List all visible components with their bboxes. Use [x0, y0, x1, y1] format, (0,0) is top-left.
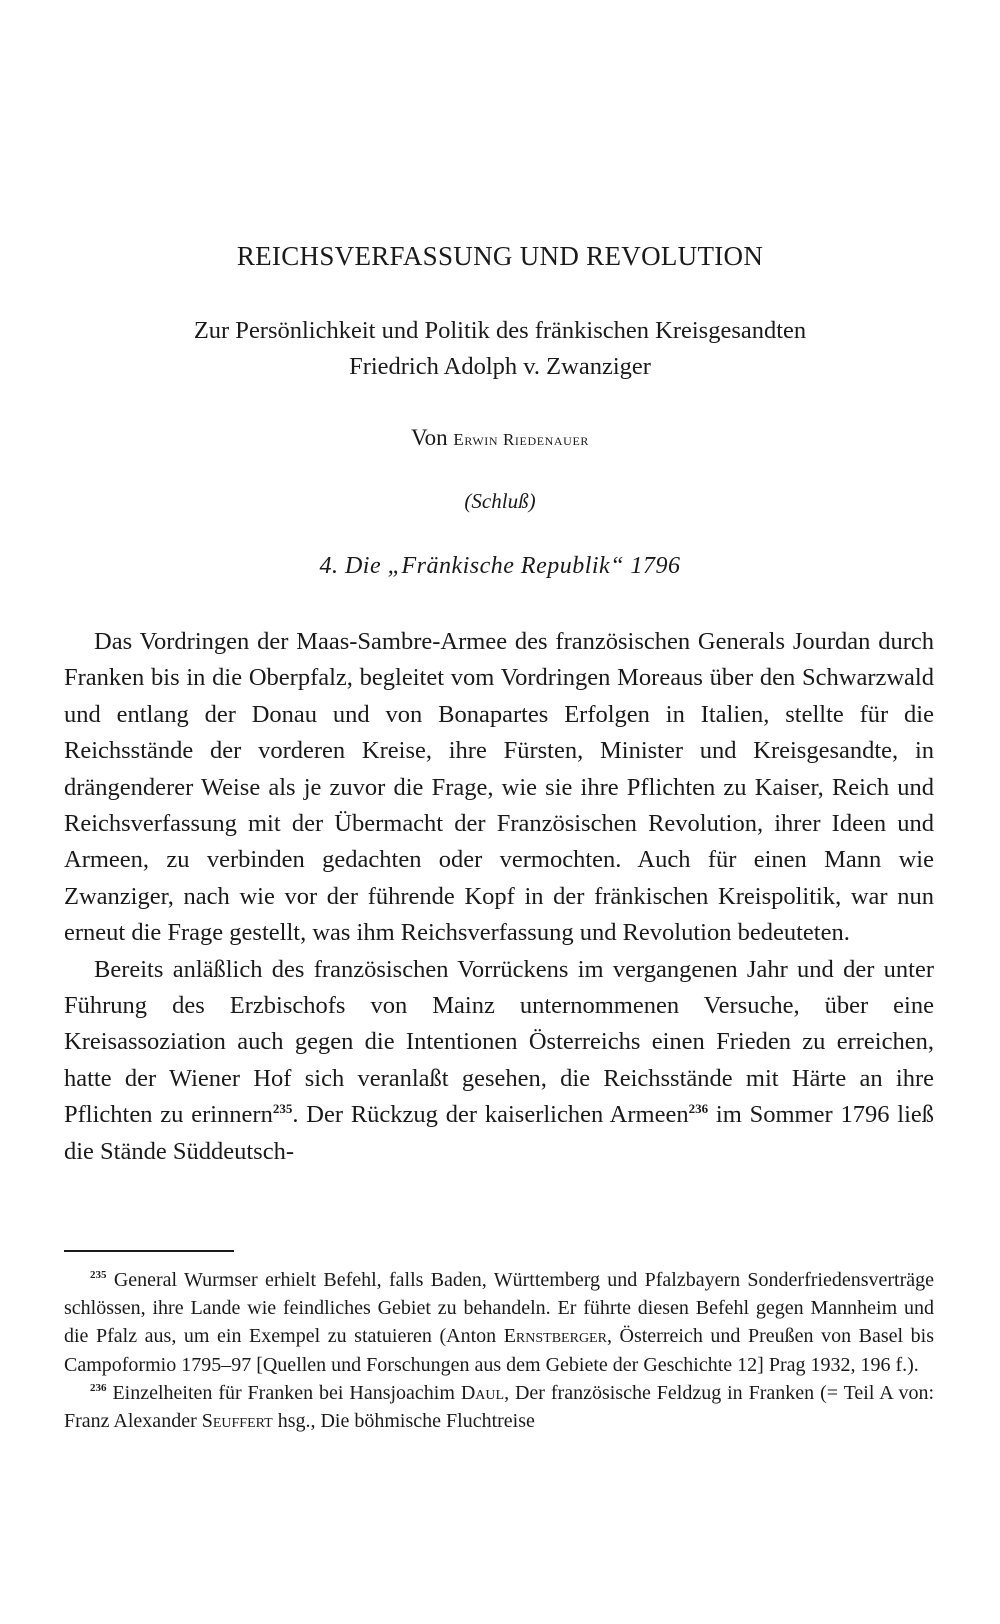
- footnotes: [64, 1266, 934, 1435]
- footnote-ref-236[interactable]: 236: [688, 1101, 709, 1117]
- paragraph-2: Bereits anläßlich des französischen Vorrückens im vergangenen Jahr und der unter Führung des Erzbischofs von Mainz unternommenen Versuche, über eine Kreisassoziation auch gegen die Intentionen Österreichs einen Frieden zu erreichen, hatte der Wiener Hof sich veranlaßt gesehen, die Reichsstände mit Härte an ihre Pflichten zu erinnern$^{235}$. Der Rückzug der kaiserlichen Armeen$^{236}$ im Sommer 1796 ließ die Stände Süddeutsch-: [64, 955, 935, 1165]
- footnote-235: $^{235}$ General Wurmser erhielt Befehl, falls Baden, Württemberg und Pfalzbayern Sonderfriedensverträge schlössen, ihre Lande wie feindliches Gebiet zu behandeln. Er führte diesen Befehl gegen Mannheim und die Pfalz aus, um ein Exempel zu statuieren (Anton Ernstberger, Österreich und Preußen von Basel bis Campoformio 1795–97 [Quellen und Forschungen aus dem Gebiete der Geschichte 12] Prag 1932, 196 f.).: [64, 1269, 935, 1376]
- footnote-number-235: 235: [90, 1269, 107, 1281]
- article-subtitle: [0, 313, 1000, 385]
- author-prefix: Von: [411, 425, 448, 450]
- article-title: REICHSVERFASSUNG UND REVOLUTION: [236, 241, 764, 271]
- footnote-number-236: 236: [90, 1381, 107, 1394]
- section-heading: 4. Die „Fränkische Republik“ 1796: [319, 553, 681, 579]
- subtitle-line-1: Zur Persönlichkeit und Politik des fränkischen Kreisgesandten: [193, 317, 807, 344]
- author-line: [0, 425, 1000, 451]
- footnote-divider: [64, 1250, 234, 1252]
- cited-author: Daul: [460, 1381, 505, 1404]
- cited-author: Seuffert: [201, 1410, 273, 1433]
- footnote-ref-235[interactable]: 235: [272, 1101, 293, 1117]
- footnote-236: $^{236}$ Einzelheiten für Franken bei Hansjoachim Daul, Der französische Feldzug in Franken (= Teil A von: Franz Alexander Seuffert hsg., Die böhmische Fluchtreise: [64, 1381, 935, 1433]
- paragraph-1: Das Vordringen der Maas-Sambre-Armee des französischen Generals Jourdan durch Franken bis in die Oberpfalz, begleitet vom Vordringen Moreaus über den Schwarzwald und entlang der Donau und von Bonapartes Erfolgen in Italien, stellte für die Reichsstände der vorderen Kreise, ihre Fürsten, Minister und Kreisgesandte, in drängenderer Weise als je zuvor die Frage, wie sie ihre Pflichten zu Kaiser, Reich und Reichsverfassung mit der Übermacht der Französischen Revolution, ihrer Ideen und Armeen, zu verbinden gedachten oder vermochten. Auch für einen Mann wie Zwanziger, nach wie vor der führende Kopf in der fränkischen Kreispolitik, war nun erneut die Frage gestellt, was ihm Reichsverfassung und Revolution bedeuteten.: [64, 628, 934, 947]
- cited-author: Ernstberger: [503, 1325, 607, 1348]
- author-name: Erwin Riedenauer: [453, 430, 589, 449]
- subtitle-line-2: Friedrich Adolph v. Zwanziger: [349, 353, 651, 380]
- continuation-status: (Schluß): [464, 489, 536, 513]
- body-text: [64, 624, 934, 1170]
